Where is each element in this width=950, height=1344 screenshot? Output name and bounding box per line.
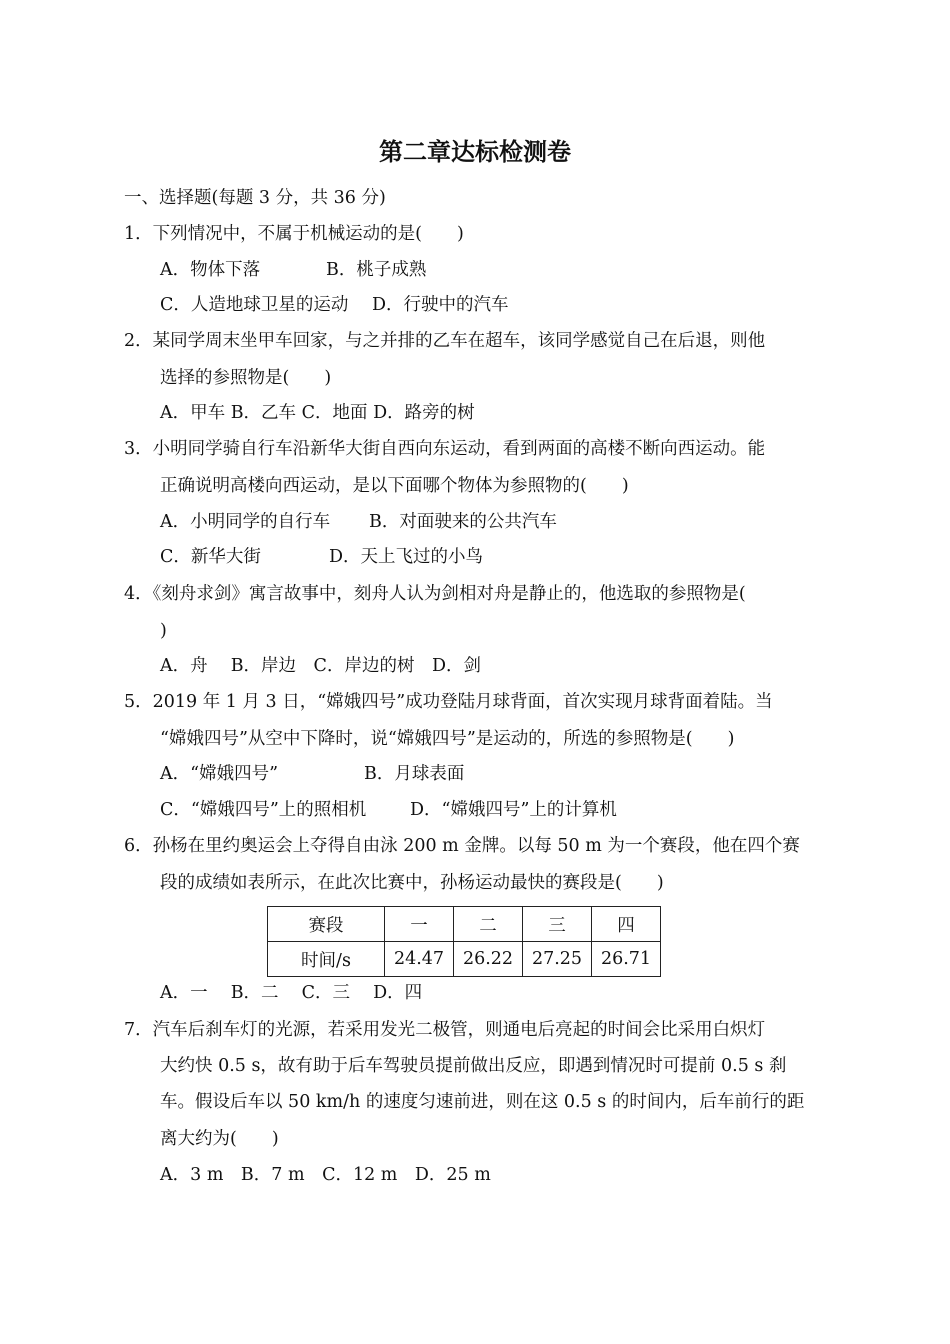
q3-option-c[interactable]: C．新华大街: [160, 547, 261, 567]
q4-stem-line2: ): [160, 621, 167, 641]
q5-option-d[interactable]: D．“嫦娥四号”上的计算机: [410, 800, 617, 820]
table-row-label: 时间/s: [268, 942, 385, 977]
section-heading: 一、选择题(每题 3 分，共 36 分): [124, 188, 386, 208]
q7-stem-line3: 车。假设后车以 50 km/h 的速度匀速前进，则在这 0.5 s 的时间内，后车前行的距: [160, 1092, 805, 1112]
q2-stem-line1: 2．某同学周末坐甲车回家，与之并排的乙车在超车，该同学感觉自己在后退，则他: [124, 331, 766, 351]
table-header-cell: 一: [385, 907, 454, 942]
q6-stem-line2: 段的成绩如表所示，在此次比赛中，孙杨运动最快的赛段是( ): [160, 873, 664, 893]
table-header-cell: 三: [523, 907, 592, 942]
page-title: 第二章达标检测卷: [379, 138, 571, 166]
q1-option-a[interactable]: A．物体下落: [160, 260, 261, 280]
table-header-cell: 四: [592, 907, 661, 942]
q4-stem-line1: 4．《刻舟求剑》寓言故事中，刻舟人认为剑相对舟是静止的，他选取的参照物是(: [124, 584, 746, 604]
table-cell: 27.25: [523, 942, 592, 977]
q7-stem-line4: 离大约为( ): [160, 1129, 279, 1149]
q3-option-b[interactable]: B．对面驶来的公共汽车: [369, 512, 557, 532]
q7-stem-line2: 大约快 0.5 s，故有助于后车驾驶员提前做出反应，即遇到情况时可提前 0.5 s 刹: [160, 1056, 787, 1076]
q2-stem-line2: 选择的参照物是( ): [160, 368, 332, 388]
q7-stem-line1: 7．汽车后刹车灯的光源，若采用发光二极管，则通电后亮起的时间会比采用白炽灯: [124, 1020, 766, 1040]
q1-option-b[interactable]: B．桃子成熟: [326, 260, 427, 280]
q4-options[interactable]: A．舟 B．岸边 C．岸边的树 D．剑: [160, 656, 481, 676]
table-cell: 26.71: [592, 942, 661, 977]
table-row: [268, 942, 661, 977]
q5-stem-line1: 5．2019 年 1 月 3 日，“嫦娥四号”成功登陆月球背面，首次实现月球背面着陆。当: [124, 692, 773, 712]
q3-option-d[interactable]: D．天上飞过的小鸟: [329, 547, 484, 567]
q5-option-a[interactable]: A．“嫦娥四号”: [160, 764, 279, 784]
q3-stem-line2: 正确说明高楼向西运动，是以下面哪个物体为参照物的( ): [160, 476, 629, 496]
table-cell: 24.47: [385, 942, 454, 977]
q5-stem-line2: “嫦娥四号”从空中下降时，说“嫦娥四号”是运动的，所选的参照物是( ): [160, 729, 735, 749]
table-header-row: [268, 907, 661, 942]
q5-option-c[interactable]: C．“嫦娥四号”上的照相机: [160, 800, 367, 820]
q6-options[interactable]: A．一 B．二 C．三 D．四: [160, 983, 423, 1003]
q1-stem: 1．下列情况中，不属于机械运动的是( ): [124, 224, 464, 244]
table-cell: 26.22: [454, 942, 523, 977]
q1-option-d[interactable]: D．行驶中的汽车: [372, 295, 509, 315]
q3-stem-line1: 3．小明同学骑自行车沿新华大街自西向东运动，看到两面的高楼不断向西运动。能: [124, 439, 766, 459]
table-header-label: 赛段: [268, 907, 385, 942]
q1-option-c[interactable]: C．人造地球卫星的运动: [160, 295, 349, 315]
q3-option-a[interactable]: A．小明同学的自行车: [160, 512, 331, 532]
segment-times-table: [267, 906, 661, 977]
q7-options[interactable]: A．3 m B．7 m C．12 m D．25 m: [160, 1165, 491, 1185]
q5-option-b[interactable]: B．月球表面: [364, 764, 465, 784]
table-header-cell: 二: [454, 907, 523, 942]
q2-options[interactable]: A．甲车 B．乙车 C．地面 D．路旁的树: [160, 403, 475, 423]
q6-stem-line1: 6．孙杨在里约奥运会上夺得自由泳 200 m 金牌。以每 50 m 为一个赛段，他在四个赛: [124, 836, 800, 856]
